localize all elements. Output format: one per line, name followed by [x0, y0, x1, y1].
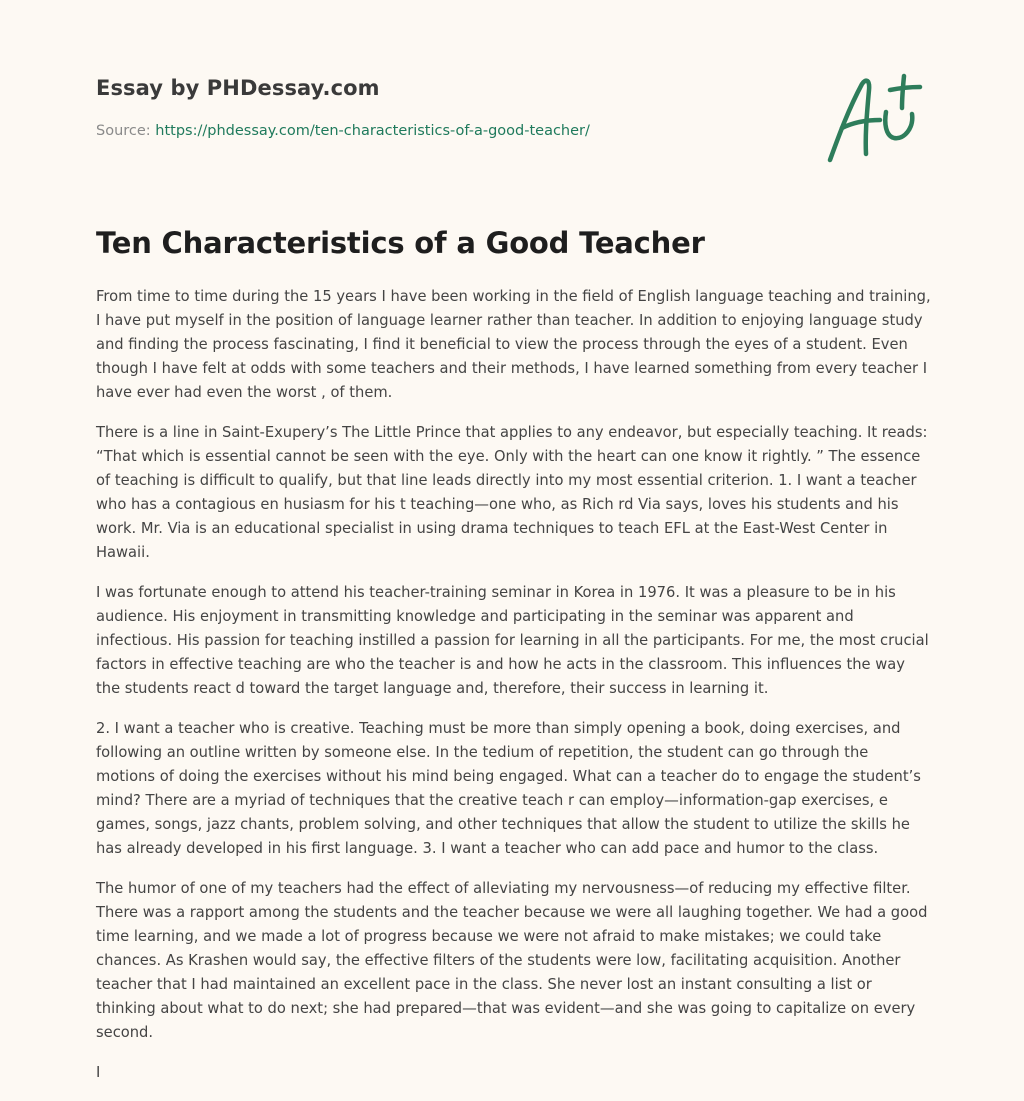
a-plus-logo-icon [824, 68, 928, 168]
paragraph: I [96, 1064, 101, 1081]
essay-body [96, 285, 932, 1101]
source-link[interactable]: https://phdessay.com/ten-characteristics-of-a-good-teacher/ [155, 123, 590, 139]
paragraph: The humor of one of my teachers had the effect of alleviating my nervousness—of reducing my effective filter. There was a rapport among the students and the teacher because we were all laughing together. We had a good time learning, and we made a lot of progress because we were not afraid to make mistakes; we could take chances. As Krashen would say, the effective filters of the students were low, facilitating acquisition. Another teacher that I had maintained an excellent pace in the class. She never lost an instant consulting a list or thinking about what to do next; she had prepared—that was evident—and she was going to capitalize on every second. [96, 880, 928, 1041]
source-line [96, 123, 590, 139]
document-title: Ten Characteristics of a Good Teacher [96, 226, 705, 260]
paragraph: From time to time during the 15 years I have been working in the field of English language teaching and training, I have put myself in the position of language learner rather than teacher. In addition to enjoying language study and finding the process fascinating, I find it beneficial to view the process through the eyes of a student. Even though I have felt at odds with some teachers and their methods, I have learned something from every teacher I have ever had even the worst , of them. [96, 288, 931, 401]
paragraph: I was fortunate enough to attend his teacher-training seminar in Korea in 1976. It was a pleasure to be in his audience. His enjoyment in transmitting knowledge and participating in the seminar was apparent and infectious. His passion for teaching instilled a passion for learning in all the participants. For me, the most crucial factors in effective teaching are who the teacher is and how he acts in the classroom. This influences the way the students react d toward the target language and, therefore, their success in learning it. [96, 584, 929, 697]
paragraph: 2. I want a teacher who is creative. Teaching must be more than simply opening a book, doing exercises, and following an outline written by someone else. In the tedium of repetition, the student can go through the motions of doing the exercises without his mind being engaged. What can a teacher do to engage the student’s mind? There are a myriad of techniques that the creative teach r can employ—information-gap exercises, e games, songs, jazz chants, problem solving, and other techniques that allow the student to utilize the skills he has already developed in his first language. 3. I want a teacher who can add pace and humor to the class. [96, 720, 921, 857]
site-title: Essay by PHDessay.com [96, 76, 380, 100]
paragraph: There is a line in Saint-Exupery’s The Little Prince that applies to any endeavor, but especially teaching. It reads: “That which is essential cannot be seen with the eye. Only with the heart can one know it rightly. ” The essence of teaching is difficult to qualify, but that line leads directly into my most essential criterion. 1. I want a teacher who has a contagious en husiasm for his t teaching—one who, as Rich rd Via says, loves his students and his work. Mr. Via is an educational specialist in using drama techniques to teach EFL at the East-West Center in Hawaii. [96, 424, 928, 561]
source-label: Source: [96, 123, 156, 139]
